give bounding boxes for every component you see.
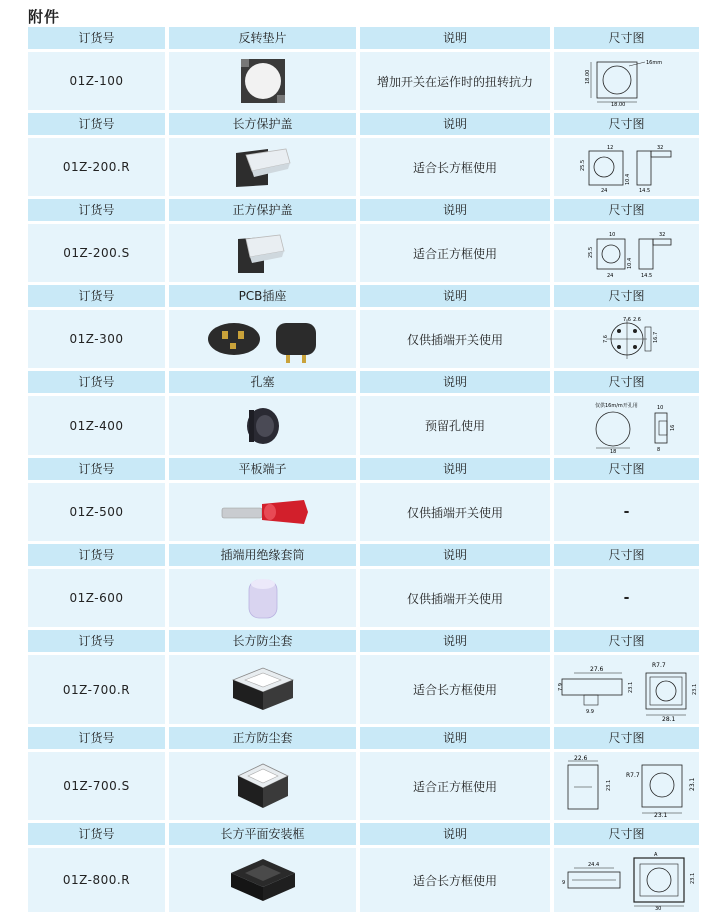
dim-label: 2.6 bbox=[632, 317, 641, 323]
table-header bbox=[28, 458, 703, 480]
table-row bbox=[28, 52, 703, 110]
dimension-drawing-pcb-socket bbox=[567, 313, 687, 365]
table-row bbox=[28, 138, 703, 196]
dimension-drawing-mounting-frame bbox=[554, 850, 699, 910]
dim-label: 25.5 bbox=[579, 159, 586, 171]
description: 适合长方框使用 bbox=[360, 848, 550, 912]
dim-label: 24 bbox=[606, 273, 613, 279]
dim-label: 18.00 bbox=[584, 69, 591, 84]
order-code: 01Z-700.S bbox=[28, 752, 165, 820]
dimension-drawing bbox=[554, 310, 699, 368]
page-title: 附件 bbox=[28, 8, 61, 26]
header-code: 订货号 bbox=[28, 630, 165, 652]
header-size: 尺寸图 bbox=[554, 199, 699, 221]
table-row bbox=[28, 655, 703, 724]
rect-dust-cover-image bbox=[223, 660, 303, 720]
header-code: 订货号 bbox=[28, 199, 165, 221]
dim-label: 23.1 bbox=[689, 777, 696, 791]
dim-label: 18.00 bbox=[610, 102, 625, 106]
header-product-name: 长方保护盖 bbox=[169, 113, 356, 135]
dim-label: 10 bbox=[656, 404, 663, 411]
description: 仅供插端开关使用 bbox=[360, 310, 550, 368]
table-row bbox=[28, 396, 703, 455]
order-code: 01Z-500 bbox=[28, 483, 165, 541]
dim-label: 27.6 bbox=[590, 665, 604, 673]
dim-label: 18 bbox=[609, 448, 616, 453]
header-product-name: 孔塞 bbox=[169, 371, 356, 393]
header-size: 尺寸图 bbox=[554, 371, 699, 393]
product-image bbox=[169, 224, 356, 282]
description: 增加开关在运作时的扭转抗力 bbox=[360, 52, 550, 110]
header-product-name: 正方保护盖 bbox=[169, 199, 356, 221]
header-code: 订货号 bbox=[28, 727, 165, 749]
dim-label: 25.5 bbox=[587, 246, 594, 258]
dim-label: 10 bbox=[608, 232, 615, 238]
table-header bbox=[28, 544, 703, 566]
pcb-socket-image bbox=[198, 313, 328, 365]
order-code: 01Z-600 bbox=[28, 569, 165, 627]
product-image bbox=[169, 655, 356, 724]
table-row bbox=[28, 848, 703, 912]
table-header bbox=[28, 823, 703, 845]
dim-label: 9 bbox=[562, 880, 566, 886]
table-header bbox=[28, 630, 703, 652]
dimension-drawing bbox=[554, 52, 699, 110]
header-size: 尺寸图 bbox=[554, 27, 699, 49]
description: 仅供插端开关使用 bbox=[360, 483, 550, 541]
header-desc: 说明 bbox=[360, 27, 550, 49]
table-row bbox=[28, 310, 703, 368]
header-code: 订货号 bbox=[28, 458, 165, 480]
order-code: 01Z-300 bbox=[28, 310, 165, 368]
header-desc: 说明 bbox=[360, 544, 550, 566]
dim-label: 9.9 bbox=[586, 708, 594, 715]
dimension-drawing bbox=[554, 138, 699, 196]
description: 适合正方框使用 bbox=[360, 224, 550, 282]
header-code: 订货号 bbox=[28, 27, 165, 49]
header-desc: 说明 bbox=[360, 285, 550, 307]
header-code: 订货号 bbox=[28, 113, 165, 135]
dim-label: 32 bbox=[656, 145, 663, 151]
dim-label: 24.4 bbox=[588, 862, 600, 868]
header-size: 尺寸图 bbox=[554, 727, 699, 749]
product-image bbox=[169, 396, 356, 455]
dim-label: R7.7 bbox=[652, 661, 666, 669]
order-code: 01Z-200.S bbox=[28, 224, 165, 282]
dim-label: 16mm bbox=[645, 60, 662, 66]
header-size: 尺寸图 bbox=[554, 458, 699, 480]
header-size: 尺寸图 bbox=[554, 823, 699, 845]
dimension-drawing-rect-dust-cover bbox=[554, 659, 699, 721]
header-size: 尺寸图 bbox=[554, 113, 699, 135]
header-code: 订货号 bbox=[28, 371, 165, 393]
flat-terminal-image bbox=[208, 492, 318, 532]
order-code: 01Z-400 bbox=[28, 396, 165, 455]
table-row bbox=[28, 569, 703, 627]
no-drawing-dash: - bbox=[623, 590, 630, 606]
dim-label: 16 bbox=[669, 424, 676, 431]
insulating-sleeve-image bbox=[233, 572, 293, 624]
header-desc: 说明 bbox=[360, 823, 550, 845]
dimension-drawing bbox=[554, 224, 699, 282]
dim-label: 仅供16m/m开孔用 bbox=[594, 402, 638, 409]
dim-label: A bbox=[654, 852, 658, 858]
dimension-drawing bbox=[554, 569, 699, 627]
table-header bbox=[28, 27, 703, 49]
header-size: 尺寸图 bbox=[554, 544, 699, 566]
header-product-name: PCB插座 bbox=[169, 285, 356, 307]
dimension-drawing bbox=[554, 848, 699, 912]
header-desc: 说明 bbox=[360, 113, 550, 135]
header-product-name: 长方防尘套 bbox=[169, 630, 356, 652]
header-size: 尺寸图 bbox=[554, 285, 699, 307]
table-row bbox=[28, 752, 703, 820]
header-desc: 说明 bbox=[360, 458, 550, 480]
dim-label: 16.7 bbox=[652, 331, 659, 343]
dim-label: 23.1 bbox=[628, 681, 634, 693]
header-size: 尺寸图 bbox=[554, 630, 699, 652]
dim-label: 23.1 bbox=[690, 872, 696, 884]
header-product-name: 平板端子 bbox=[169, 458, 356, 480]
table-header bbox=[28, 199, 703, 221]
order-code: 01Z-100 bbox=[28, 52, 165, 110]
header-code: 订货号 bbox=[28, 544, 165, 566]
dim-label: 10.4 bbox=[626, 257, 633, 269]
dim-label: 8 bbox=[656, 446, 660, 453]
header-product-name: 反转垫片 bbox=[169, 27, 356, 49]
washer-image bbox=[233, 55, 293, 107]
dim-label: 12 bbox=[606, 145, 613, 151]
product-image bbox=[169, 569, 356, 627]
table-header bbox=[28, 371, 703, 393]
dimension-drawing bbox=[554, 483, 699, 541]
header-desc: 说明 bbox=[360, 199, 550, 221]
dimension-drawing bbox=[554, 752, 699, 820]
header-product-name: 长方平面安装框 bbox=[169, 823, 356, 845]
dimension-drawing bbox=[554, 396, 699, 455]
product-image bbox=[169, 52, 356, 110]
description: 仅供插端开关使用 bbox=[360, 569, 550, 627]
no-drawing-dash: - bbox=[623, 504, 630, 520]
header-code: 订货号 bbox=[28, 823, 165, 845]
header-product-name: 正方防尘套 bbox=[169, 727, 356, 749]
dimension-drawing-washer bbox=[567, 56, 687, 106]
accessories-table bbox=[28, 27, 703, 915]
product-image bbox=[169, 483, 356, 541]
header-desc: 说明 bbox=[360, 630, 550, 652]
table-row bbox=[28, 224, 703, 282]
dimension-drawing-rect-cover bbox=[567, 141, 687, 193]
dimension-drawing-hole-plug bbox=[567, 399, 687, 453]
table-header bbox=[28, 727, 703, 749]
dim-label: 32 bbox=[658, 232, 665, 238]
product-image bbox=[169, 848, 356, 912]
dimension-drawing bbox=[554, 655, 699, 724]
dim-label: 14.5 bbox=[640, 273, 652, 279]
description: 适合长方框使用 bbox=[360, 655, 550, 724]
dimension-drawing-square-cover bbox=[567, 227, 687, 279]
order-code: 01Z-800.R bbox=[28, 848, 165, 912]
order-code: 01Z-200.R bbox=[28, 138, 165, 196]
header-product-name: 插端用绝缘套筒 bbox=[169, 544, 356, 566]
dim-label: 10.4 bbox=[624, 173, 631, 185]
protective-cover-image bbox=[228, 141, 298, 193]
dim-label: 7.6 bbox=[622, 317, 631, 323]
header-desc: 说明 bbox=[360, 371, 550, 393]
hole-plug-image bbox=[233, 400, 293, 452]
dim-label: 14.5 bbox=[638, 188, 650, 193]
square-dust-cover-image bbox=[228, 756, 298, 816]
header-code: 订货号 bbox=[28, 285, 165, 307]
table-row bbox=[28, 483, 703, 541]
dim-label: 28.1 bbox=[662, 715, 676, 721]
dim-label: 7.9 bbox=[558, 682, 564, 691]
dim-label: 7.6 bbox=[602, 335, 609, 343]
dim-label: 24 bbox=[600, 188, 607, 193]
product-image bbox=[169, 138, 356, 196]
dimension-drawing-square-dust-cover bbox=[554, 755, 699, 817]
product-image bbox=[169, 310, 356, 368]
dim-label: R7.7 bbox=[626, 772, 640, 779]
dim-label: 22.6 bbox=[574, 755, 588, 762]
table-header bbox=[28, 113, 703, 135]
dim-label: 23.1 bbox=[692, 683, 698, 695]
table-header bbox=[28, 285, 703, 307]
mounting-frame-image bbox=[223, 851, 303, 909]
description: 预留孔使用 bbox=[360, 396, 550, 455]
product-image bbox=[169, 752, 356, 820]
dim-label: 23.1 bbox=[654, 812, 668, 817]
square-cover-image bbox=[228, 227, 298, 279]
description: 适合长方框使用 bbox=[360, 138, 550, 196]
header-desc: 说明 bbox=[360, 727, 550, 749]
dim-label: 30 bbox=[655, 906, 662, 910]
order-code: 01Z-700.R bbox=[28, 655, 165, 724]
dim-label: 23.1 bbox=[606, 779, 612, 791]
description: 适合正方框使用 bbox=[360, 752, 550, 820]
